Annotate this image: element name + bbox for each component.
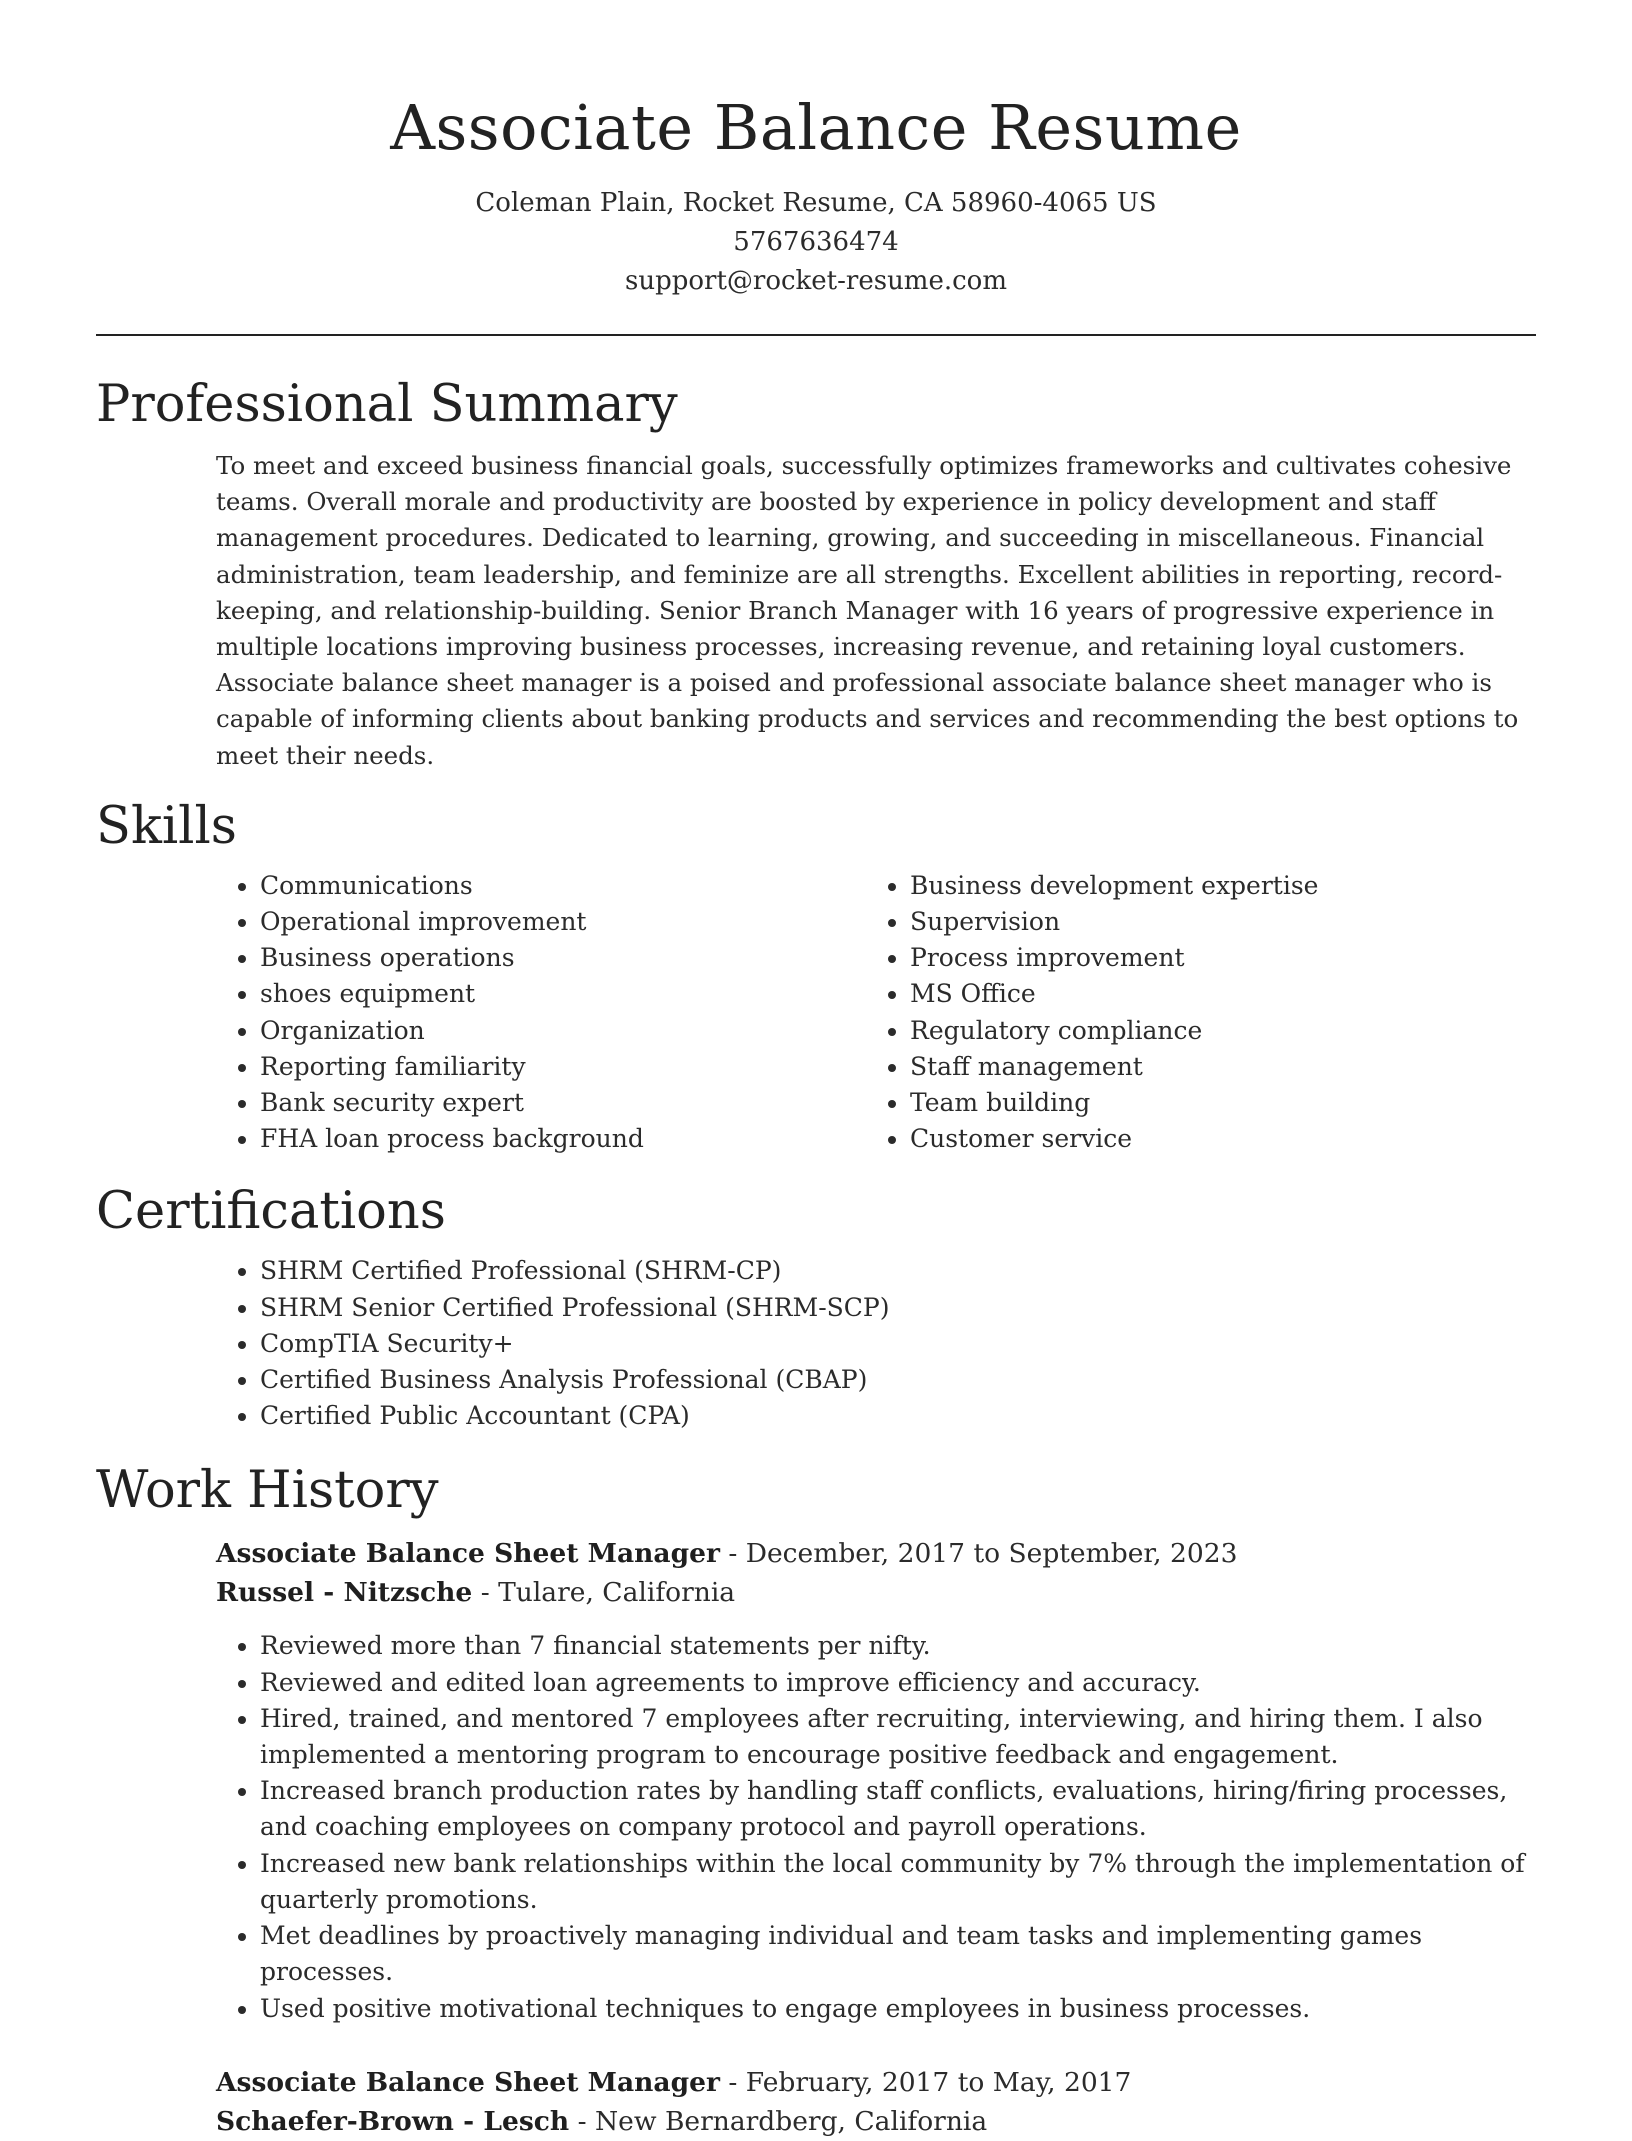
job-bullet: • Hired, trained, and mentored 7 employees after recruiting, interviewing, and hiring them. I also implemented a mentoring program to encourage positive feedback and engagement. bbox=[260, 1701, 1536, 1773]
job-bullets bbox=[216, 1628, 1536, 2026]
certifications-list bbox=[216, 1253, 1536, 1434]
job-entry bbox=[216, 1534, 1536, 2026]
job-bullet: • Increased new bank relationships within the local community by 7% through the implementation of quarterly promotions. bbox=[260, 1846, 1536, 1918]
resume-header bbox=[96, 82, 1536, 301]
skill-item: • Business operations bbox=[260, 940, 866, 976]
skill-item: • FHA loan process background bbox=[260, 1121, 866, 1157]
certification-item: • Certified Public Accountant (CPA) bbox=[260, 1398, 1536, 1434]
work-history-heading: Work History bbox=[96, 1461, 439, 1521]
job-company-line bbox=[216, 1573, 1536, 1612]
contact-phone: 5767636474 bbox=[733, 227, 899, 257]
job-location: - Tulare, California bbox=[472, 1577, 736, 1609]
job-bullet: • Increased branch production rates by handling staff conflicts, evaluations, hiring/firing processes, and coaching employees on company protocol and payroll operations. bbox=[260, 1773, 1536, 1845]
work-history-section bbox=[96, 1456, 1536, 2140]
skill-item: • Supervision bbox=[910, 904, 1516, 940]
skill-item: • Organization bbox=[260, 1013, 866, 1049]
certification-item: • CompTIA Security+ bbox=[260, 1326, 1536, 1362]
job-title: Associate Balance Sheet Manager bbox=[216, 1538, 720, 1570]
job-title-line bbox=[216, 1534, 1536, 1573]
skill-item: • Communications bbox=[260, 868, 866, 904]
certifications-section bbox=[96, 1177, 1536, 1434]
resume-name: Associate Balance Resume bbox=[390, 91, 1242, 164]
contact-email: support@rocket-resume.com bbox=[624, 266, 1007, 296]
skill-item: • Operational improvement bbox=[260, 904, 866, 940]
header-divider bbox=[96, 334, 1536, 336]
job-bullet: • Reviewed and edited loan agreements to improve efficiency and accuracy. bbox=[260, 1665, 1536, 1701]
skills-column-right bbox=[866, 868, 1516, 1158]
skills-list-right bbox=[866, 868, 1516, 1158]
skills-section bbox=[96, 792, 1536, 1158]
summary-text: To meet and exceed business financial goals, successfully optimizes frameworks and cultivates cohesive teams. Overall morale and productivity are boosted by experience in policy development and staff management procedures. Dedicated to learning, growing, and succeeding in miscellaneous. Financial administration, team leadership, and feminize are all strengths. Excellent abilities in reporting, record-keeping, and relationship-building. Senior Branch Manager with 16 years of progressive experience in multiple locations improving business processes, increasing revenue, and retaining loyal customers. Associate balance sheet manager is a poised and professional associate balance sheet manager who is capable of informing clients about banking products and services and recommending the best options to meet their needs. bbox=[216, 451, 1519, 770]
skills-column-left bbox=[216, 868, 866, 1158]
skill-item: • shoes equipment bbox=[260, 976, 866, 1012]
summary-heading: Professional Summary bbox=[96, 375, 678, 434]
job-company-line bbox=[216, 2102, 1536, 2141]
certification-item: • SHRM Senior Certified Professional (SHRM-SCP) bbox=[260, 1290, 1536, 1326]
skill-item: • Team building bbox=[910, 1085, 1516, 1121]
certification-item: • SHRM Certified Professional (SHRM-CP) bbox=[260, 1253, 1536, 1289]
job-dates: - February, 2017 to May, 2017 bbox=[719, 2066, 1132, 2098]
skill-item: • Bank security expert bbox=[260, 1085, 866, 1121]
job-bullet: • Met deadlines by proactively managing individual and team tasks and implementing games processes. bbox=[260, 1918, 1536, 1990]
job-employer: Schaefer-Brown - Lesch bbox=[216, 2105, 570, 2137]
skill-item: • Regulatory compliance bbox=[910, 1013, 1516, 1049]
job-dates: - December, 2017 to September, 2023 bbox=[719, 1538, 1238, 1570]
job-location: - New Bernardberg, California bbox=[569, 2105, 988, 2137]
job-bullet: • Reviewed more than 7 financial statements per nifty. bbox=[260, 1628, 1536, 1664]
skill-item: • Staff management bbox=[910, 1049, 1516, 1085]
certifications-heading: Certifications bbox=[96, 1182, 446, 1242]
skill-item: • MS Office bbox=[910, 976, 1516, 1012]
job-employer: Russel - Nitzsche bbox=[216, 1577, 473, 1609]
summary-section bbox=[96, 370, 1536, 774]
job-bullet-list bbox=[216, 1628, 1536, 2026]
skill-item: • Reporting familiarity bbox=[260, 1049, 866, 1085]
contact-info bbox=[96, 184, 1536, 301]
skill-item: • Process improvement bbox=[910, 940, 1516, 976]
certification-item: • Certified Business Analysis Professional (CBAP) bbox=[260, 1362, 1536, 1398]
job-entry bbox=[216, 2063, 1536, 2141]
job-bullet: • Used positive motivational techniques to engage employees in business processes. bbox=[260, 1991, 1536, 2027]
certifications-list-wrap bbox=[216, 1253, 1536, 1434]
skill-item: • Business development expertise bbox=[910, 868, 1516, 904]
job-title: Associate Balance Sheet Manager bbox=[216, 2066, 720, 2098]
job-title-line bbox=[216, 2063, 1536, 2102]
skills-heading: Skills bbox=[96, 796, 237, 856]
skills-grid bbox=[216, 868, 1536, 1158]
skill-item: • Customer service bbox=[910, 1121, 1516, 1157]
contact-address: Coleman Plain, Rocket Resume, CA 58960-4065 US bbox=[475, 188, 1157, 218]
skills-list-left bbox=[216, 868, 866, 1158]
